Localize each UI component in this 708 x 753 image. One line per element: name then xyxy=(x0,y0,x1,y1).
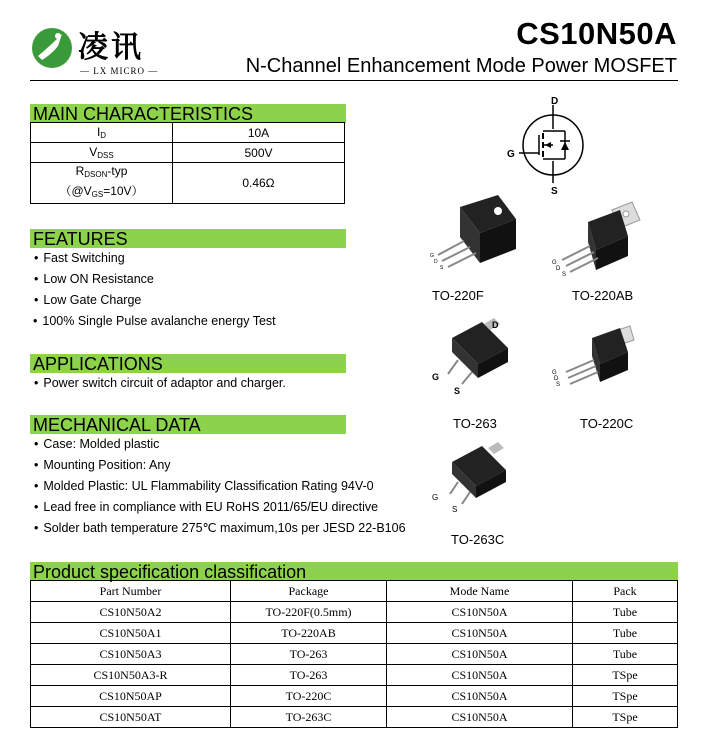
table-cell: Tube xyxy=(573,602,678,623)
table-cell: CS10N50AP xyxy=(31,686,231,707)
document-subtitle: N-Channel Enhancement Mode Power MOSFET xyxy=(245,55,677,77)
diode-arrow xyxy=(561,142,569,150)
table-row xyxy=(31,644,678,665)
table-row xyxy=(31,602,678,623)
svg-text:S: S xyxy=(556,382,561,388)
column-header: Pack xyxy=(573,581,678,602)
symbol-label-s: S xyxy=(551,186,558,197)
table-cell: CS10N50A xyxy=(387,665,573,686)
table-cell: TO-263 xyxy=(231,644,387,665)
to220ab-package-image xyxy=(548,200,648,280)
list-item: • 100% Single Pulse avalanche energy Test xyxy=(33,311,276,332)
param-subscript: D xyxy=(100,131,107,140)
list-item: • Low Gate Charge xyxy=(34,290,276,311)
table-cell: CS10N50A xyxy=(387,644,573,665)
applications-list xyxy=(34,373,286,394)
mechanical-data-list xyxy=(34,434,406,539)
list-item: • Solder bath temperature 275℃ maximum,10s per JESD 22-B106 xyxy=(34,518,406,539)
param-subscript: DSS xyxy=(97,151,114,160)
table-cell: CS10N50A3-R xyxy=(31,665,231,686)
column-header: Package xyxy=(231,581,387,602)
logo-chinese-text: 凌讯 xyxy=(78,30,144,65)
table-cell: TSpe xyxy=(573,686,678,707)
value-cell: 500V xyxy=(173,143,345,163)
list-item: • Molded Plastic: UL Flammability Classification Rating 94V-0 xyxy=(34,476,406,497)
table-row xyxy=(31,665,678,686)
product-spec-table xyxy=(30,580,678,728)
to263-package-image xyxy=(428,318,528,398)
list-item: • Case: Molded plastic xyxy=(34,434,406,455)
to263c-package-image xyxy=(428,440,528,520)
list-item: • Mounting Position: Any xyxy=(34,455,406,476)
value-cell: 10A xyxy=(173,123,345,143)
param-condition: （@V xyxy=(59,184,92,198)
applications-heading: APPLICATIONS xyxy=(30,354,346,373)
table-cell: TO-220AB xyxy=(231,623,387,644)
to220c-package-image xyxy=(548,322,648,402)
table-cell: CS10N50A1 xyxy=(31,623,231,644)
to220f-label: TO-220F xyxy=(432,288,484,303)
to220f-package-image xyxy=(428,195,528,275)
svg-text:D: D xyxy=(554,376,559,382)
table-cell: CS10N50A xyxy=(387,623,573,644)
param-cell xyxy=(31,123,173,143)
svg-text:G: G xyxy=(432,493,439,502)
svg-text:G: G xyxy=(430,253,434,259)
list-item: • Low ON Resistance xyxy=(34,269,276,290)
table-cell: TO-220C xyxy=(231,686,387,707)
table-row xyxy=(31,686,678,707)
value-cell: 0.46Ω xyxy=(173,163,345,204)
list-item: • Lead free in compliance with EU RoHS 2011/65/EU directive xyxy=(34,497,406,518)
table-cell: TO-263C xyxy=(231,707,387,728)
svg-text:G: G xyxy=(432,372,440,382)
table-cell: TSpe xyxy=(573,707,678,728)
features-list xyxy=(34,248,276,332)
svg-text:D: D xyxy=(556,266,561,272)
svg-text:S: S xyxy=(440,265,444,271)
header-divider xyxy=(30,80,678,81)
svg-text:G: G xyxy=(552,370,557,376)
table-row xyxy=(31,163,345,204)
table-row xyxy=(31,707,678,728)
column-header: Mode Name xyxy=(387,581,573,602)
table-cell: Tube xyxy=(573,644,678,665)
list-item: • Power switch circuit of adaptor and charger. xyxy=(34,373,286,394)
param-condition-value: =10V） xyxy=(103,184,144,198)
table-cell: TSpe xyxy=(573,665,678,686)
mechanical-data-heading: MECHANICAL DATA xyxy=(30,415,346,434)
table-row xyxy=(31,143,345,163)
table-cell: TO-263 xyxy=(231,665,387,686)
to220c-label: TO-220C xyxy=(580,416,634,431)
svg-text:S: S xyxy=(454,386,461,396)
table-cell: CS10N50A xyxy=(387,686,573,707)
table-cell: CS10N50AT xyxy=(31,707,231,728)
main-characteristics-table xyxy=(30,122,345,204)
param-symbol: R xyxy=(75,164,85,178)
svg-text:S: S xyxy=(452,505,458,514)
svg-text:G: G xyxy=(552,260,557,266)
main-characteristics-heading: MAIN CHARACTERISTICS xyxy=(30,104,346,123)
table-cell: Tube xyxy=(573,623,678,644)
features-heading: FEATURES xyxy=(30,229,346,248)
param-subscript: GS xyxy=(91,190,104,199)
table-cell: TO-220F(0.5mm) xyxy=(231,602,387,623)
svg-text:D: D xyxy=(434,259,438,265)
table-row xyxy=(31,623,678,644)
param-symbol: V xyxy=(89,145,98,159)
svg-text:S: S xyxy=(562,272,567,278)
to263-label: TO-263 xyxy=(453,416,497,431)
symbol-label-d: D xyxy=(551,96,559,107)
param-suffix: -typ xyxy=(107,164,128,178)
param-cell xyxy=(31,163,173,204)
table-cell: CS10N50A xyxy=(387,602,573,623)
table-cell: CS10N50A2 xyxy=(31,602,231,623)
product-spec-heading: Product specification classification xyxy=(30,562,678,581)
table-cell: CS10N50A xyxy=(387,707,573,728)
to263c-label: TO-263C xyxy=(451,532,505,547)
param-symbol: I xyxy=(96,125,101,139)
symbol-label-g: G xyxy=(507,149,515,160)
param-subscript: DSON xyxy=(84,170,108,179)
table-header-row xyxy=(31,581,678,602)
param-cell xyxy=(31,143,173,163)
table-cell: CS10N50A3 xyxy=(31,644,231,665)
list-item: • Fast Switching xyxy=(34,248,276,269)
to220ab-label: TO-220AB xyxy=(572,288,634,303)
column-header: Part Number xyxy=(31,581,231,602)
logo-english-text: — LX MICRO — xyxy=(80,66,159,76)
mosfet-symbol xyxy=(505,95,595,195)
table-row xyxy=(31,123,345,143)
logo-dot xyxy=(55,33,61,39)
svg-text:D: D xyxy=(492,320,499,330)
part-number-title: CS10N50A xyxy=(516,16,677,51)
